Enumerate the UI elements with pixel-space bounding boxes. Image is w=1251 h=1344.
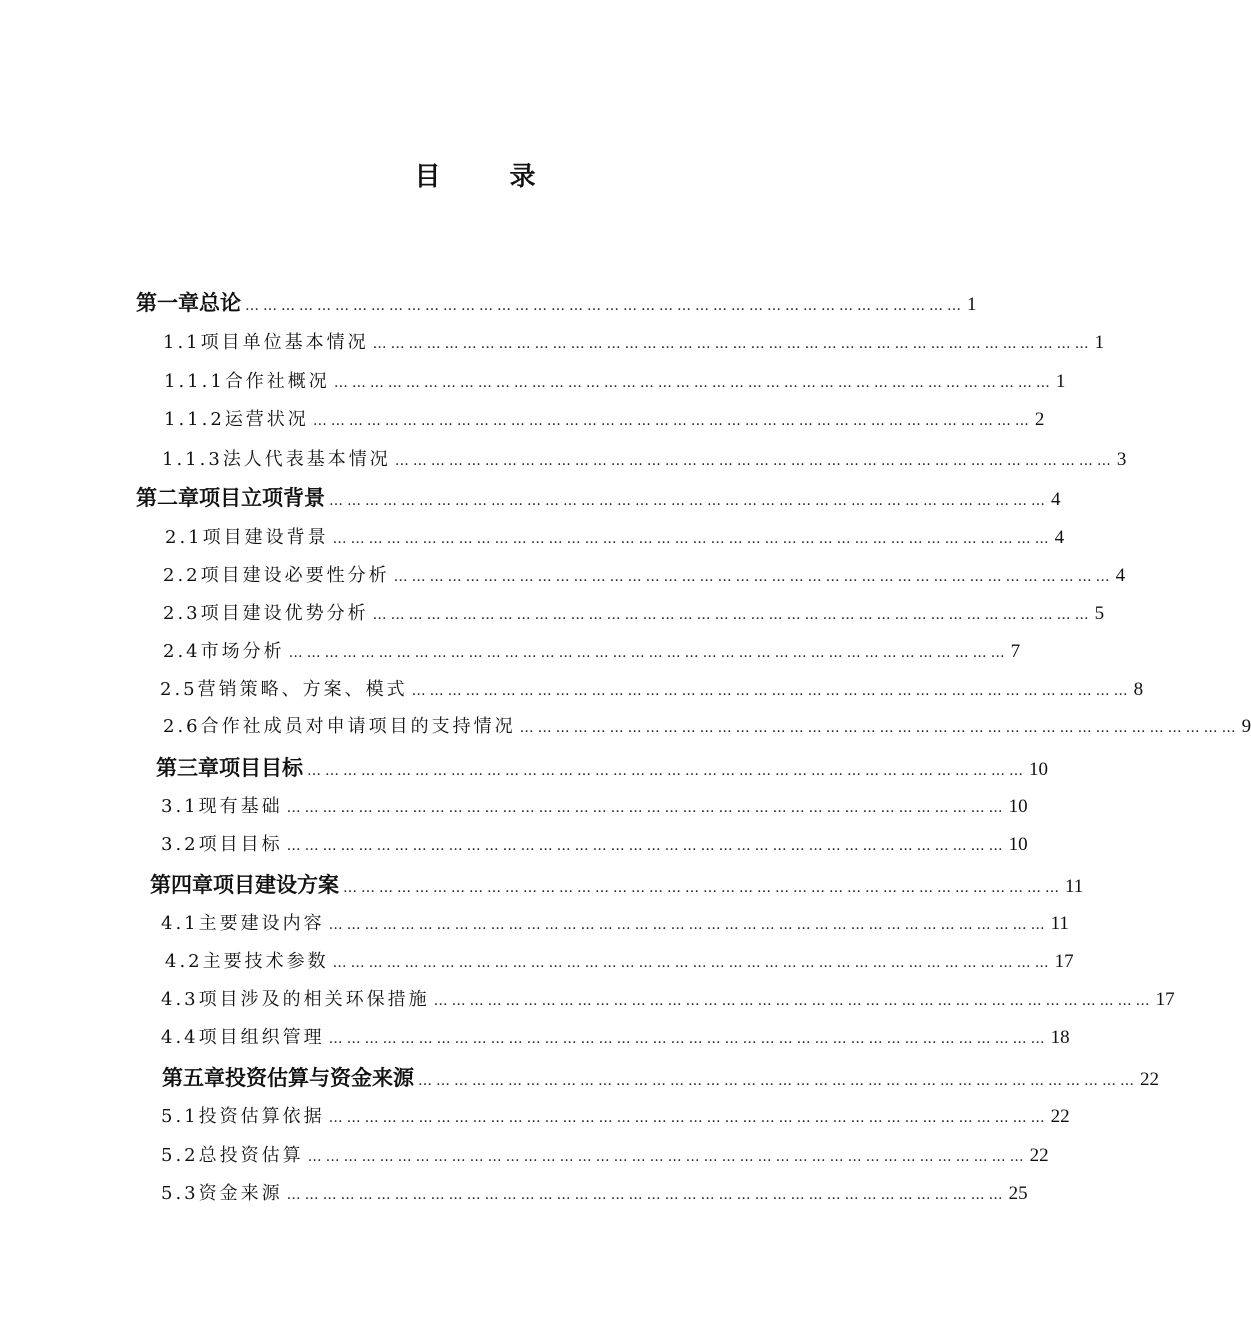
toc-entry-page: 17 bbox=[1155, 989, 1175, 1010]
toc-entry-number: 2.2 bbox=[163, 565, 201, 586]
toc-entry-number: 5.3 bbox=[161, 1183, 199, 1204]
dot-leader: ………………………………………………………………………………………………………… bbox=[329, 493, 1049, 509]
dot-leader: ………………………………………………………………………………………………………… bbox=[394, 453, 1115, 469]
dot-leader: ………………………………………………………………………………………………………… bbox=[245, 298, 965, 314]
toc-entry-title: 总论 bbox=[199, 291, 241, 315]
toc-entry[interactable] bbox=[163, 712, 1251, 742]
toc-entry[interactable] bbox=[136, 288, 977, 318]
toc-entry-page: 1 bbox=[967, 294, 977, 315]
toc-entry-title: 项目单位基本情况 bbox=[200, 332, 369, 353]
toc-entry-page: 4 bbox=[1051, 489, 1061, 510]
toc-entry-page: 11 bbox=[1050, 913, 1069, 934]
toc-entry-page: 11 bbox=[1065, 876, 1084, 897]
toc-entry[interactable] bbox=[163, 328, 1105, 358]
toc-entry-page: 1 bbox=[1094, 332, 1105, 353]
toc-entry[interactable] bbox=[161, 909, 1069, 939]
toc-entry-page: 4 bbox=[1054, 527, 1065, 548]
toc-entry-title: 资金来源 bbox=[198, 1183, 283, 1204]
dot-leader: ………………………………………………………………………………………………………… bbox=[286, 838, 1007, 854]
toc-entry-number: 3.2 bbox=[161, 834, 199, 855]
toc-entry-number: 1.1.2 bbox=[164, 409, 225, 430]
toc-entry-title: 现有基础 bbox=[198, 796, 283, 817]
dot-leader: ………………………………………………………………………………………………………… bbox=[328, 1031, 1049, 1047]
toc-entry-page: 8 bbox=[1133, 679, 1144, 700]
toc-entry-title: 项目建设背景 bbox=[202, 527, 329, 548]
dot-leader: ………………………………………………………………………………………………………… bbox=[288, 645, 1009, 661]
toc-entry[interactable] bbox=[156, 753, 1048, 783]
toc-entry[interactable] bbox=[161, 830, 1028, 860]
toc-entry[interactable] bbox=[136, 483, 1061, 513]
toc-entry-title: 市场分析 bbox=[200, 641, 285, 662]
dot-leader: ………………………………………………………………………………………………………… bbox=[519, 720, 1240, 736]
toc-entry-number: 1.1 bbox=[163, 332, 201, 353]
toc-entry-title: 项目目标 bbox=[198, 834, 283, 855]
toc-entry-page: 17 bbox=[1054, 951, 1074, 972]
toc-entry-number: 2.6 bbox=[163, 716, 201, 737]
toc-entry-title: 项目涉及的相关环保措施 bbox=[198, 989, 430, 1010]
toc-entry[interactable] bbox=[160, 675, 1144, 705]
dot-leader: ………………………………………………………………………………………………………… bbox=[286, 1187, 1007, 1203]
toc-entry-title: 主要技术参数 bbox=[202, 951, 329, 972]
toc-entry[interactable] bbox=[150, 870, 1084, 900]
toc-entry-title: 项目建设必要性分析 bbox=[200, 565, 390, 586]
dot-leader: ………………………………………………………………………………………………………… bbox=[372, 607, 1093, 623]
dot-leader: ………………………………………………………………………………………………………… bbox=[328, 917, 1049, 933]
toc-entry-number: 第三章 bbox=[156, 756, 219, 780]
toc-entry[interactable] bbox=[163, 599, 1105, 629]
toc-entry-title: 营销策略、方案、模式 bbox=[197, 679, 408, 700]
toc-entry-title: 投资估算与资金来源 bbox=[225, 1066, 414, 1090]
toc-entry-page: 10 bbox=[1008, 796, 1028, 817]
toc-entry[interactable] bbox=[164, 367, 1066, 397]
dot-leader: ………………………………………………………………………………………………………… bbox=[312, 413, 1033, 429]
toc-entry-number: 4.3 bbox=[161, 989, 199, 1010]
toc-entry-number: 第一章 bbox=[136, 291, 199, 315]
toc-entry[interactable] bbox=[162, 1063, 1159, 1093]
toc-entry-page: 10 bbox=[1029, 759, 1048, 780]
toc-entry-title: 法人代表基本情况 bbox=[222, 449, 391, 470]
toc-entry[interactable] bbox=[162, 445, 1127, 475]
toc-entry[interactable] bbox=[164, 405, 1045, 435]
dot-leader: ………………………………………………………………………………………………………… bbox=[343, 880, 1063, 896]
toc-entry[interactable] bbox=[165, 947, 1074, 977]
toc-entry-page: 2 bbox=[1034, 409, 1045, 430]
toc-entry-title: 总投资估算 bbox=[198, 1145, 304, 1166]
toc-entry-page: 3 bbox=[1116, 449, 1127, 470]
toc-entry-page: 1 bbox=[1055, 371, 1066, 392]
toc-entry-number: 2.1 bbox=[165, 527, 203, 548]
dot-leader: ………………………………………………………………………………………………………… bbox=[286, 800, 1007, 816]
toc-entry-title: 投资估算依据 bbox=[198, 1106, 325, 1127]
toc-entry-title: 项目立项背景 bbox=[199, 486, 325, 510]
dot-leader: ………………………………………………………………………………………………………… bbox=[372, 336, 1093, 352]
dot-leader: ………………………………………………………………………………………………………… bbox=[332, 531, 1053, 547]
dot-leader: ………………………………………………………………………………………………………… bbox=[433, 993, 1154, 1009]
toc-entry-title: 合作社概况 bbox=[224, 371, 330, 392]
toc-entry-number: 第五章 bbox=[162, 1066, 225, 1090]
toc-entry-title: 运营状况 bbox=[224, 409, 309, 430]
toc-entry[interactable] bbox=[161, 792, 1028, 822]
toc-entry-number: 1.1.3 bbox=[162, 449, 223, 470]
toc-entry-number: 5.1 bbox=[161, 1106, 199, 1127]
toc-entry-number: 2.5 bbox=[160, 679, 198, 700]
toc-entry-page: 10 bbox=[1008, 834, 1028, 855]
dot-leader: ………………………………………………………………………………………………………… bbox=[333, 375, 1054, 391]
toc-entry-title: 主要建设内容 bbox=[198, 913, 325, 934]
toc-entry-number: 2.3 bbox=[163, 603, 201, 624]
toc-entry-page: 9 bbox=[1241, 716, 1251, 737]
dot-leader: ………………………………………………………………………………………………………… bbox=[307, 763, 1027, 779]
dot-leader: ………………………………………………………………………………………………………… bbox=[332, 955, 1053, 971]
dot-leader: ………………………………………………………………………………………………………… bbox=[307, 1149, 1028, 1165]
toc-entry-number: 5.2 bbox=[161, 1145, 199, 1166]
dot-leader: ………………………………………………………………………………………………………… bbox=[411, 683, 1132, 699]
dot-leader: ………………………………………………………………………………………………………… bbox=[393, 569, 1114, 585]
toc-entry[interactable] bbox=[163, 561, 1126, 591]
dot-leader: ………………………………………………………………………………………………………… bbox=[418, 1073, 1138, 1089]
toc-entry-title: 合作社成员对申请项目的支持情况 bbox=[200, 716, 516, 737]
toc-entry-number: 3.1 bbox=[161, 796, 199, 817]
toc-entry[interactable] bbox=[161, 1179, 1028, 1209]
toc-entry[interactable] bbox=[161, 1102, 1070, 1132]
toc-entry[interactable] bbox=[161, 1023, 1070, 1053]
toc-entry[interactable] bbox=[161, 985, 1175, 1015]
toc-entry-page: 4 bbox=[1115, 565, 1126, 586]
toc-entry-number: 第四章 bbox=[150, 873, 213, 897]
toc-entry-number: 4.4 bbox=[161, 1027, 199, 1048]
toc-entry-page: 18 bbox=[1050, 1027, 1070, 1048]
toc-entry-page: 5 bbox=[1094, 603, 1105, 624]
toc-entry[interactable] bbox=[163, 637, 1021, 667]
toc-entry-title: 项目目标 bbox=[219, 756, 303, 780]
toc-entry-page: 22 bbox=[1029, 1145, 1049, 1166]
toc-entry-number: 2.4 bbox=[163, 641, 201, 662]
toc-entry[interactable] bbox=[161, 1141, 1049, 1171]
dot-leader: ………………………………………………………………………………………………………… bbox=[328, 1110, 1049, 1126]
toc-entry-page: 22 bbox=[1050, 1106, 1070, 1127]
toc-entry[interactable] bbox=[165, 523, 1065, 553]
toc-entry-page: 7 bbox=[1010, 641, 1021, 662]
toc-entry-page: 22 bbox=[1140, 1069, 1159, 1090]
toc-entry-title: 项目建设优势分析 bbox=[200, 603, 369, 624]
toc-entry-page: 25 bbox=[1008, 1183, 1028, 1204]
toc-entry-number: 第二章 bbox=[136, 486, 199, 510]
toc-entry-number: 4.1 bbox=[161, 913, 199, 934]
page-title: 目 录 bbox=[414, 162, 566, 192]
toc-entry-number: 4.2 bbox=[165, 951, 203, 972]
toc-entry-number: 1.1.1 bbox=[164, 371, 225, 392]
toc-entry-title: 项目组织管理 bbox=[198, 1027, 325, 1048]
toc-entry-title: 项目建设方案 bbox=[213, 873, 339, 897]
